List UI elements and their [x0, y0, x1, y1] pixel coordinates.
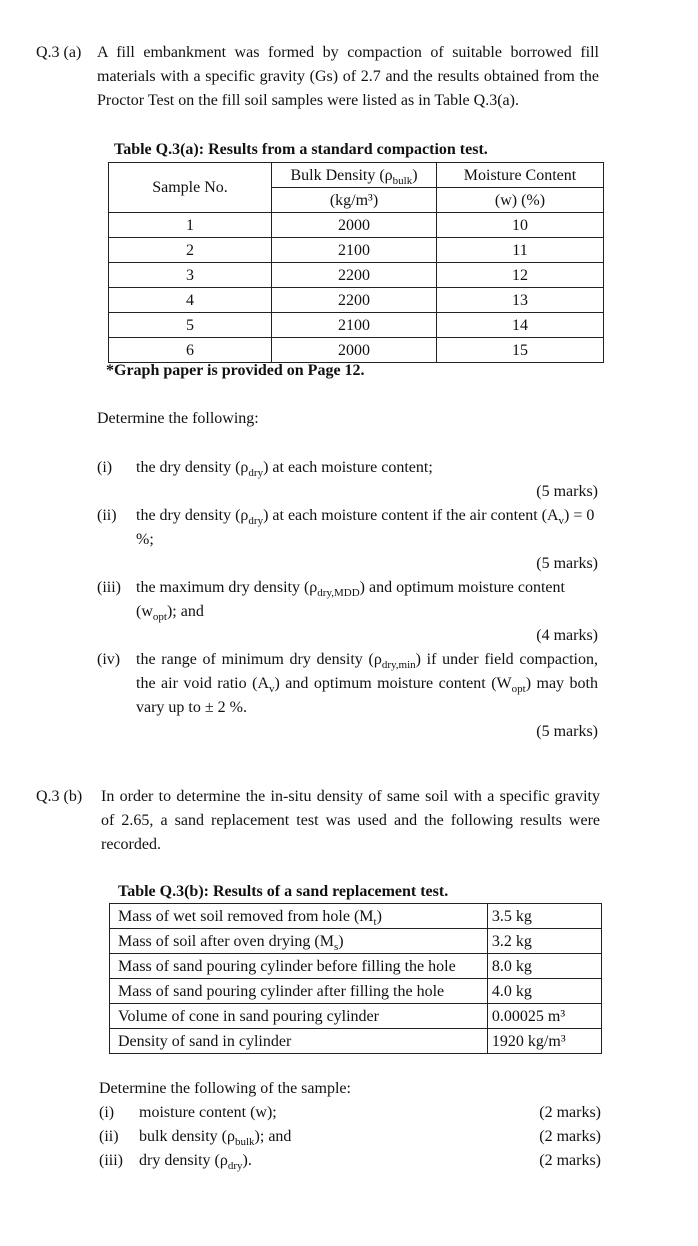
marks-label: (5 marks)	[536, 483, 598, 500]
cell-value: 8.0 kg	[487, 954, 601, 979]
cell-bulk: 2100	[272, 238, 437, 263]
table-row	[109, 263, 604, 288]
cell-bulk: 2000	[272, 213, 437, 238]
marks-label: (2 marks)	[539, 1128, 601, 1145]
graph-note: *Graph paper is provided on Page 12.	[106, 362, 365, 379]
cell-sample: 3	[109, 263, 272, 288]
sand-replacement-table	[109, 903, 602, 1054]
table-row	[110, 1029, 602, 1054]
cell-moisture: 13	[437, 288, 604, 313]
table-row	[109, 213, 604, 238]
cell-sample: 2	[109, 238, 272, 263]
item-number: (i)	[99, 1104, 115, 1121]
cell-bulk: 2100	[272, 313, 437, 338]
table-row	[109, 288, 604, 313]
cell-value: 3.2 kg	[487, 929, 601, 954]
cell-moisture: 15	[437, 338, 604, 363]
determine-b: Determine the following of the sample:	[99, 1080, 351, 1097]
header-bulk-unit: (kg/m³)	[272, 188, 437, 213]
item-text: dry density $(\rho_{dry})$.	[139, 1152, 252, 1173]
cell-label: Mass of sand pouring cylinder before filling the hole	[110, 954, 488, 979]
compaction-table	[108, 162, 604, 363]
cell-bulk: 2200	[272, 263, 437, 288]
item-text: bulk density $(\rho_{bulk})$; and	[139, 1128, 292, 1149]
marks-label: (2 marks)	[539, 1104, 601, 1121]
table-b-title: Table Q.3(b): Results of a sand replacement test.	[118, 883, 449, 900]
cell-sample: 5	[109, 313, 272, 338]
question-label-a: Q.3 (a)	[36, 44, 82, 61]
cell-sample: 6	[109, 338, 272, 363]
determine-a: Determine the following:	[97, 410, 259, 427]
header-sample: Sample No.	[109, 163, 272, 213]
header-bulk: Bulk Density $(\rho_{bulk})$	[272, 163, 437, 188]
marks-label: (5 marks)	[536, 723, 598, 740]
cell-moisture: 11	[437, 238, 604, 263]
header-moisture-unit: (w) (%)	[437, 188, 604, 213]
cell-label: Mass of soil after oven drying $(M_s)$	[110, 929, 488, 954]
table-row	[110, 1004, 602, 1029]
cell-moisture: 10	[437, 213, 604, 238]
question-label-b: Q.3 (b)	[36, 788, 83, 805]
cell-sample: 4	[109, 288, 272, 313]
cell-value: 3.5 kg	[487, 904, 601, 929]
cell-label: Mass of sand pouring cylinder after filling the hole	[110, 979, 488, 1004]
item-text: the dry density $(\rho_{dry})$ at each moisture content if the air content $(A_v) = 0$ %;	[136, 507, 595, 548]
cell-bulk: 2000	[272, 338, 437, 363]
marks-label: (4 marks)	[536, 627, 598, 644]
table-header-row	[109, 163, 604, 188]
item-number: (iii)	[99, 1152, 123, 1169]
table-row	[110, 904, 602, 929]
item-number: (ii)	[99, 1128, 119, 1145]
item-text: the dry density $(\rho_{dry})$ at each moisture content;	[136, 459, 433, 480]
marks-label: (5 marks)	[536, 555, 598, 572]
cell-moisture: 14	[437, 313, 604, 338]
table-row	[109, 313, 604, 338]
cell-label: Density of sand in cylinder	[110, 1029, 488, 1054]
table-a-title: Table Q.3(a): Results from a standard compaction test.	[114, 141, 488, 158]
table-row	[110, 929, 602, 954]
table-row	[110, 979, 602, 1004]
marks-label: (2 marks)	[539, 1152, 601, 1169]
cell-label: Mass of wet soil removed from hole $(M_t)$	[110, 904, 488, 929]
cell-label: Volume of cone in sand pouring cylinder	[110, 1004, 488, 1029]
table-row	[109, 238, 604, 263]
question-intro-b: In order to determine the in-situ density of same soil with a specific gravity of 2.65, a sand replacement test was used and the following results were recorded.	[101, 788, 600, 853]
cell-bulk: 2200	[272, 288, 437, 313]
cell-moisture: 12	[437, 263, 604, 288]
cell-value: 4.0 kg	[487, 979, 601, 1004]
question-intro-a: A fill embankment was formed by compaction of suitable borrowed fill materials with a specific gravity (Gs) of 2.7 and the results obtained from the Proctor Test on the fill soil samples were listed as in Table Q.3(a).	[97, 44, 599, 109]
item-number: (iii)	[97, 579, 121, 596]
item-number: (iv)	[97, 651, 121, 668]
item-text: the range of minimum dry density $(\rho_{dry,min})$ if under field compaction, the air void ratio $(A_v)$ and optimum moisture content $(W_{opt})$ may both vary up to ± 2 %.	[136, 651, 598, 716]
cell-sample: 1	[109, 213, 272, 238]
cell-value: 0.00025 m³	[487, 1004, 601, 1029]
cell-value: 1920 kg/m³	[487, 1029, 601, 1054]
item-number: (i)	[97, 459, 113, 476]
item-text: moisture content (w);	[139, 1104, 277, 1121]
item-number: (ii)	[97, 507, 117, 524]
table-row	[110, 954, 602, 979]
header-moisture: Moisture Content	[437, 163, 604, 188]
item-text: the maximum dry density $(\rho_{dry,MDD})$ and optimum moisture content $(w_{opt})$; and	[136, 579, 565, 624]
